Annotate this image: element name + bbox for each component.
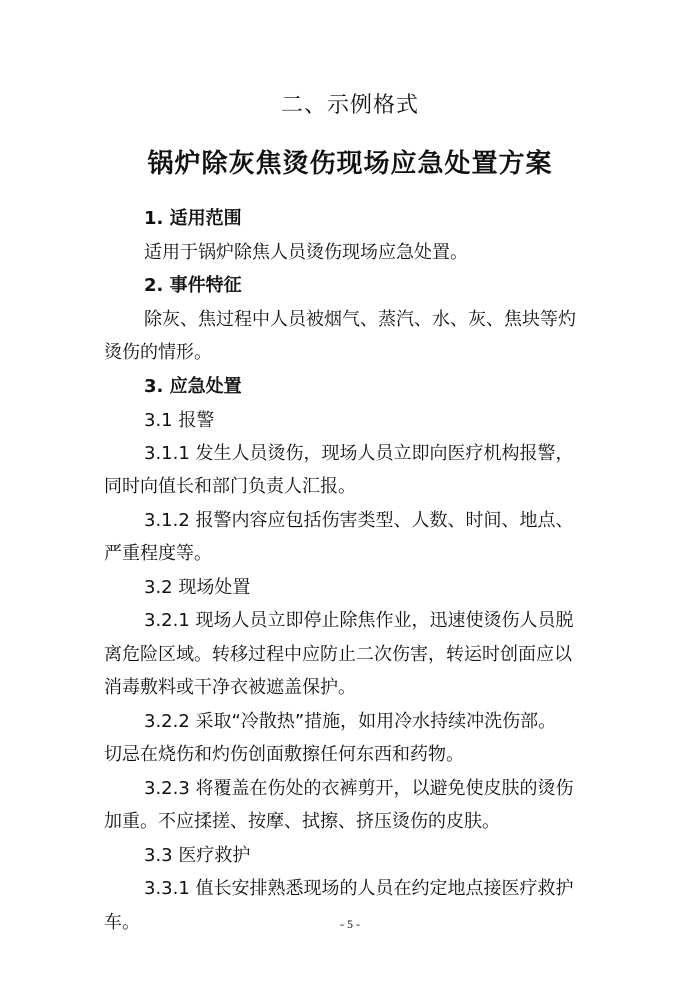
paragraph-line: 适用于锅炉除焦人员烫伤现场应急处置。 — [144, 242, 468, 263]
paragraph-line: 同时向值长和部门负责人汇报。 — [104, 476, 356, 497]
document-title: 锅炉除灰焦烫伤现场应急处置方案 — [147, 149, 553, 179]
paragraph-line: 3.3.1 值长安排熟悉现场的人员在约定地点接医疗救护 — [144, 878, 574, 899]
paragraph-line: 3.3 医疗救护 — [144, 845, 251, 866]
paragraph-line: 严重程度等。 — [104, 543, 212, 564]
paragraph-line: 3.1 报警 — [144, 410, 215, 431]
paragraph-line: 离危险区域。转移过程中应防止二次伤害，转运时创面应以 — [104, 644, 572, 665]
section-heading: 3. 应急处置 — [144, 376, 242, 397]
section-label: 二、示例格式 — [280, 93, 419, 118]
paragraph-line: 3.1.2 报警内容应包括伤害类型、人数、时间、地点、 — [144, 510, 574, 531]
paragraph-line: 除灰、焦过程中人员被烟气、蒸汽、水、灰、焦块等灼 — [144, 309, 576, 330]
paragraph-line: 加重。不应揉搓、按摩、拭擦、挤压烫伤的皮肤。 — [104, 811, 500, 832]
section-heading: 1. 适用范围 — [144, 208, 242, 229]
section-heading: 2. 事件特征 — [144, 275, 242, 296]
page-number: - 5 - — [340, 917, 360, 931]
paragraph-line: 车。 — [104, 912, 140, 933]
paragraph-line: 3.2.1 现场人员立即停止除焦作业，迅速使烫伤人员脱 — [144, 610, 574, 631]
document-body — [104, 204, 604, 944]
paragraph-line: 切忌在烧伤和灼伤创面敷擦任何东西和药物。 — [104, 744, 464, 765]
paragraph-line: 3.2 现场处置 — [144, 577, 251, 598]
paragraph-line: 3.1.1 发生人员烫伤，现场人员立即向医疗机构报警， — [144, 443, 574, 464]
paragraph-line: 3.2.2 采取“冷散热”措施，如用冷水持续冲洗伤部。 — [144, 711, 557, 732]
paragraph-line: 消毒敷料或干净衣被遮盖保护。 — [104, 677, 356, 698]
paragraph-line: 烫伤的情形。 — [104, 342, 212, 363]
paragraph-line: 3.2.3 将覆盖在伤处的衣裤剪开，以避免使皮肤的烫伤 — [144, 778, 574, 799]
